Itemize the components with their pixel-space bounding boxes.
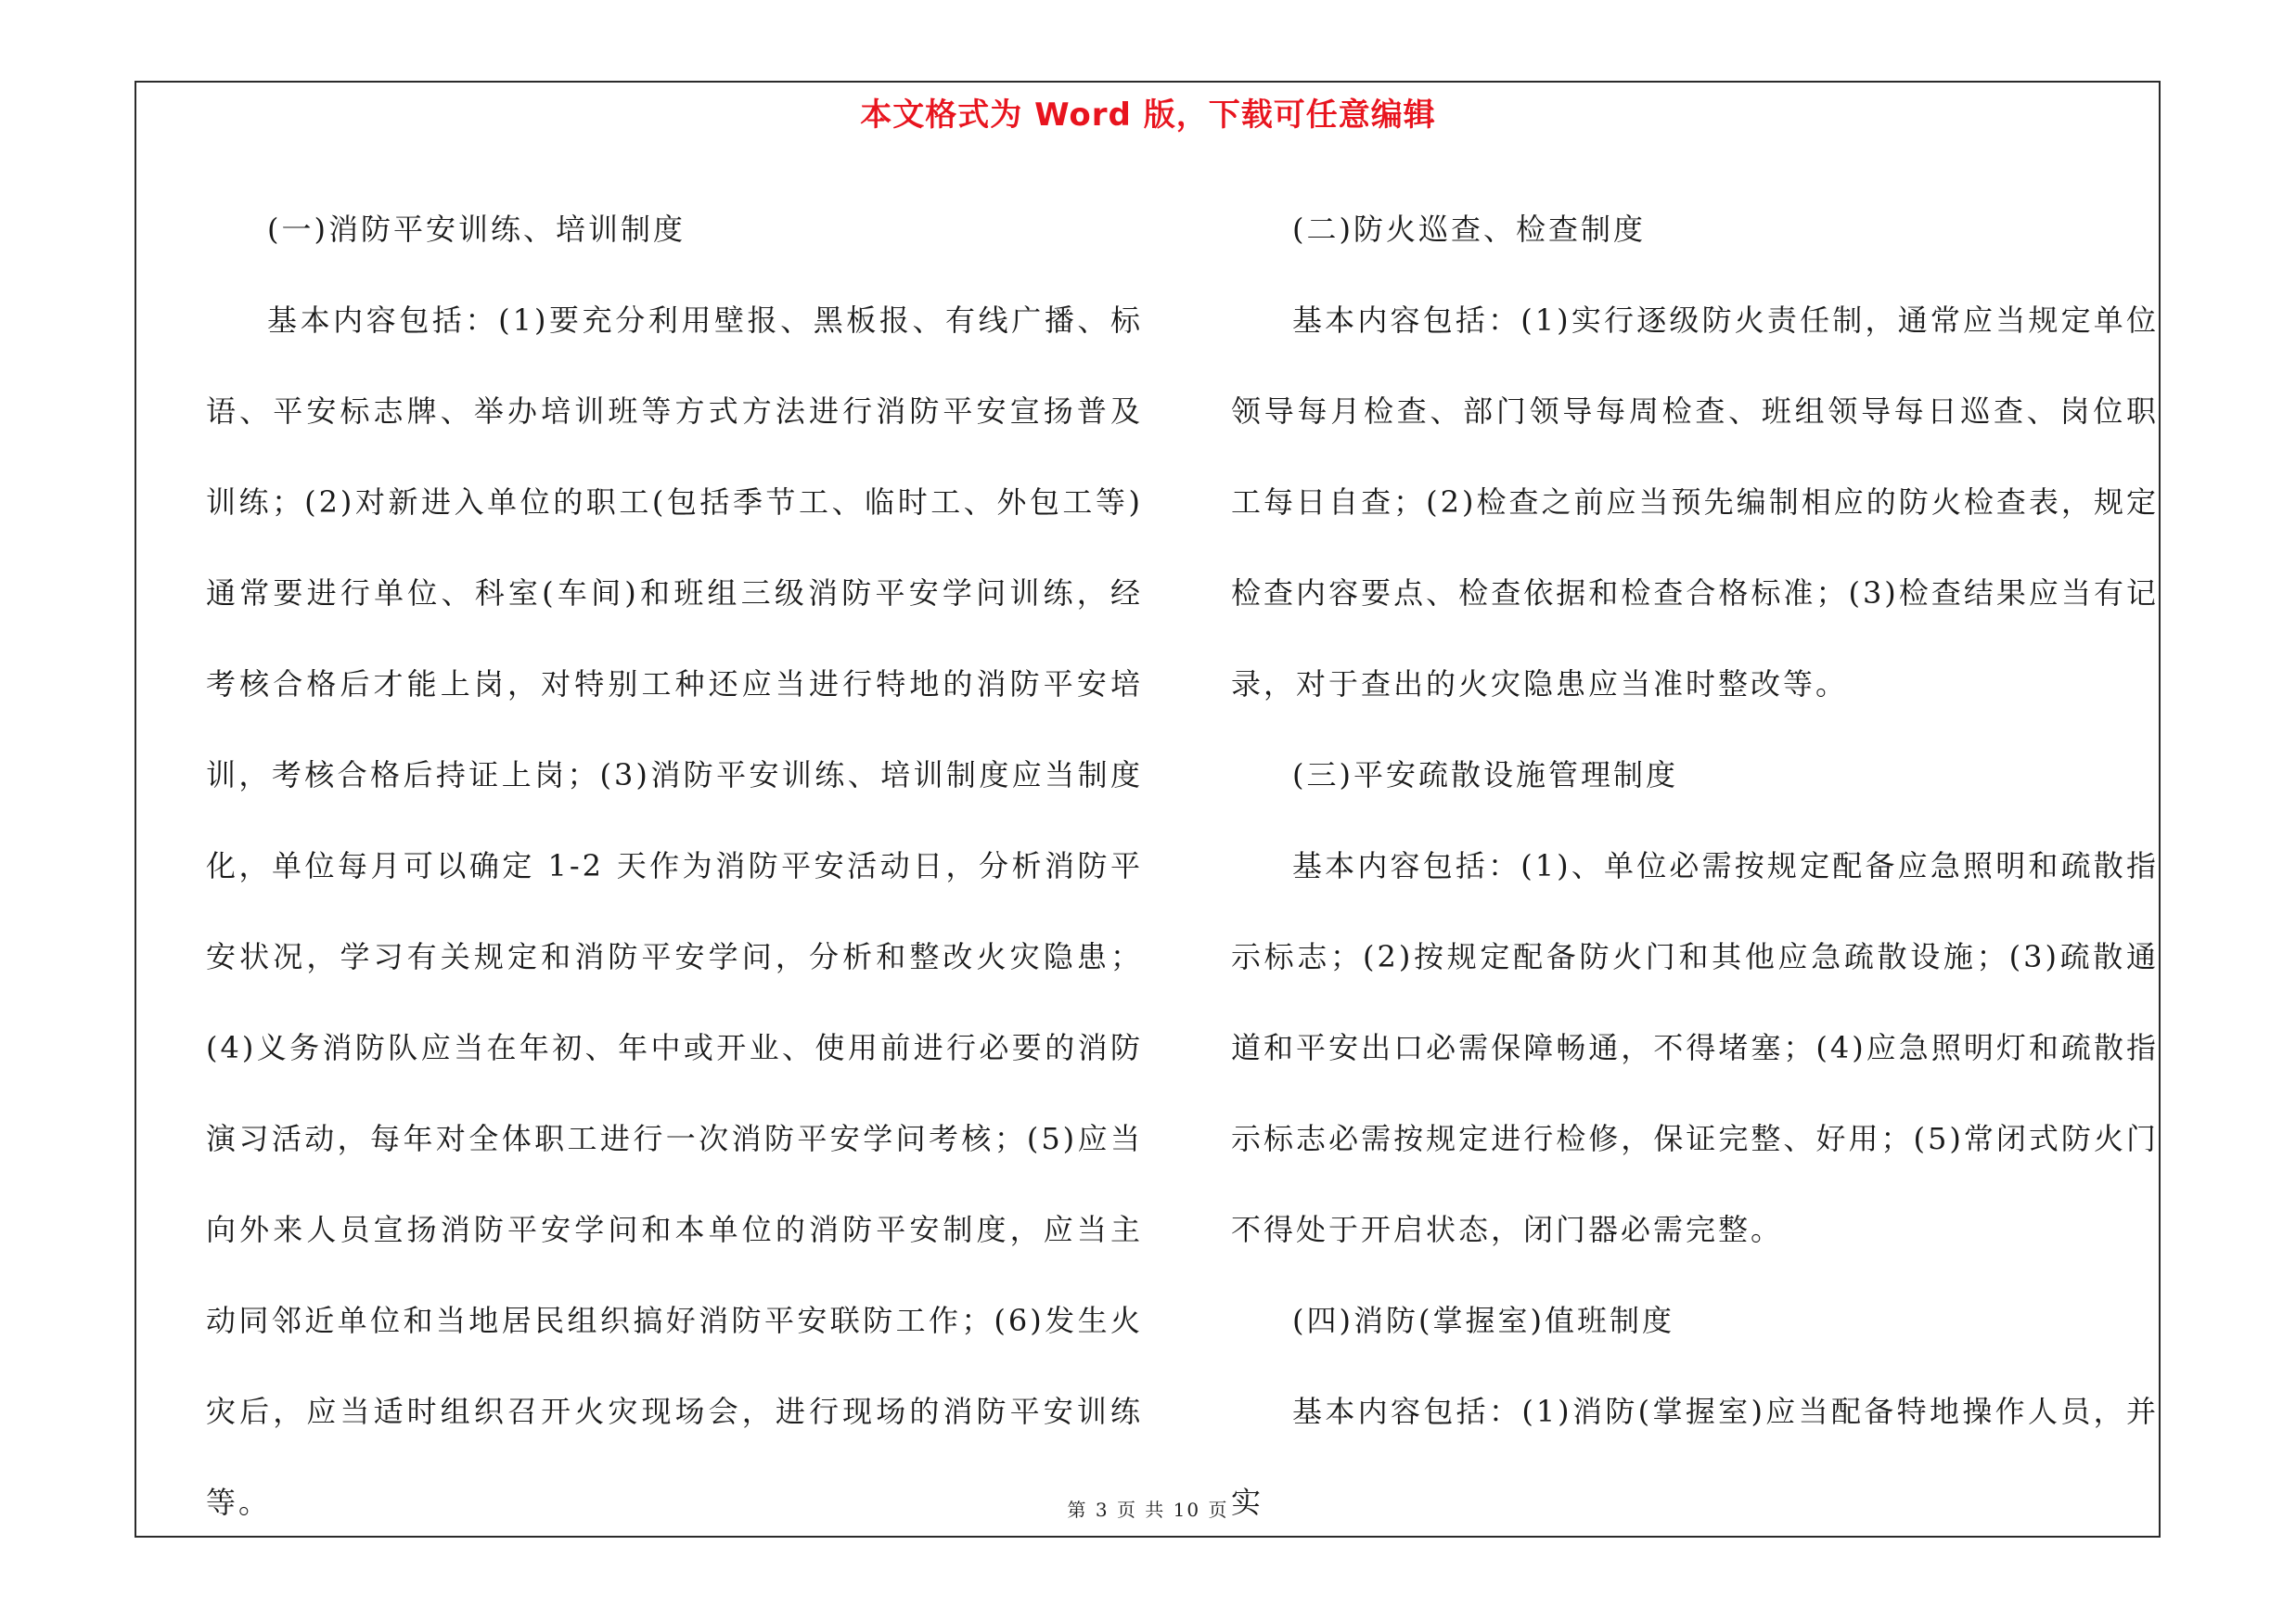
section-heading-4: (四)消防(掌握室)值班制度 (1292, 1303, 1674, 1338)
section-heading-2: (二)防火巡查、检查制度 (1292, 212, 1646, 247)
section-body-2: 基本内容包括：(1)实行逐级防火责任制，通常应当规定单位领导每月检查、部门领导每周检查、班组领导每日巡查、岗位职工每日自查；(2)检查之前应当预先编制相应的防火检查表，规定检查内容要点、检查依据和检查合格标准；(3)检查结果应当有记录，对于查出的火灾隐患应当准时整改等。 (1231, 303, 2159, 702)
section-heading-1: (一)消防平安训练、培训制度 (267, 212, 686, 247)
format-banner: 本文格式为 Word 版，下载可任意编辑 (860, 97, 1436, 134)
section-body-3: 基本内容包括：(1)、单位必需按规定配备应急照明和疏散指示标志；(2)按规定配备防火门和其他应急疏散设施；(3)疏散通道和平安出口必需保障畅通，不得堵塞；(4)应急照明灯和疏散指示标志必需按规定进行检修，保证完整、好用；(5)常闭式防火门不得处于开启状态，闭门器必需完整。 (1231, 848, 2159, 1247)
section-body-1: 基本内容包括：(1)要充分利用壁报、黑板报、有线广播、标语、平安标志牌、举办培训班等方式方法进行消防平安宣扬普及训练；(2)对新进入单位的职工(包括季节工、临时工、外包工等)通常要进行单位、科室(车间)和班组三级消防平安学问训练，经考核合格后才能上岗，对特别工种还应当进行特地的消防平安培训，考核合格后持证上岗；(3)消防平安训练、培训制度应当制度化，单位每月可以确定 1-2 天作为消防平安活动日，分析消防平安状况，学习有关规定和消防平安学问，分析和整改火灾隐患；(4)义务消防队应当在年初、年中或开业、使用前进行必要的消防演习活动，每年对全体职工进行一次消防平安学问考核；(5)应当向外来人员宣扬消防平安学问和本单位的消防平安制度，应当主动同邻近单位和当地居民组织搞好消防平安联防工作；(6)发生火灾后，应当适时组织召开火灾现场会，进行现场的消防平安训练等。 (206, 303, 1143, 1520)
section-body-4: 基本内容包括：(1)消防(掌握室)应当配备特地操作人员，并实 (1231, 1394, 2159, 1520)
section-heading-3: (三)平安疏散设施管理制度 (1292, 757, 1678, 792)
right-column (1231, 184, 2159, 1548)
left-column (206, 184, 1143, 1548)
page-number-footer: 第 3 页 共 10 页 (1067, 1499, 1229, 1521)
